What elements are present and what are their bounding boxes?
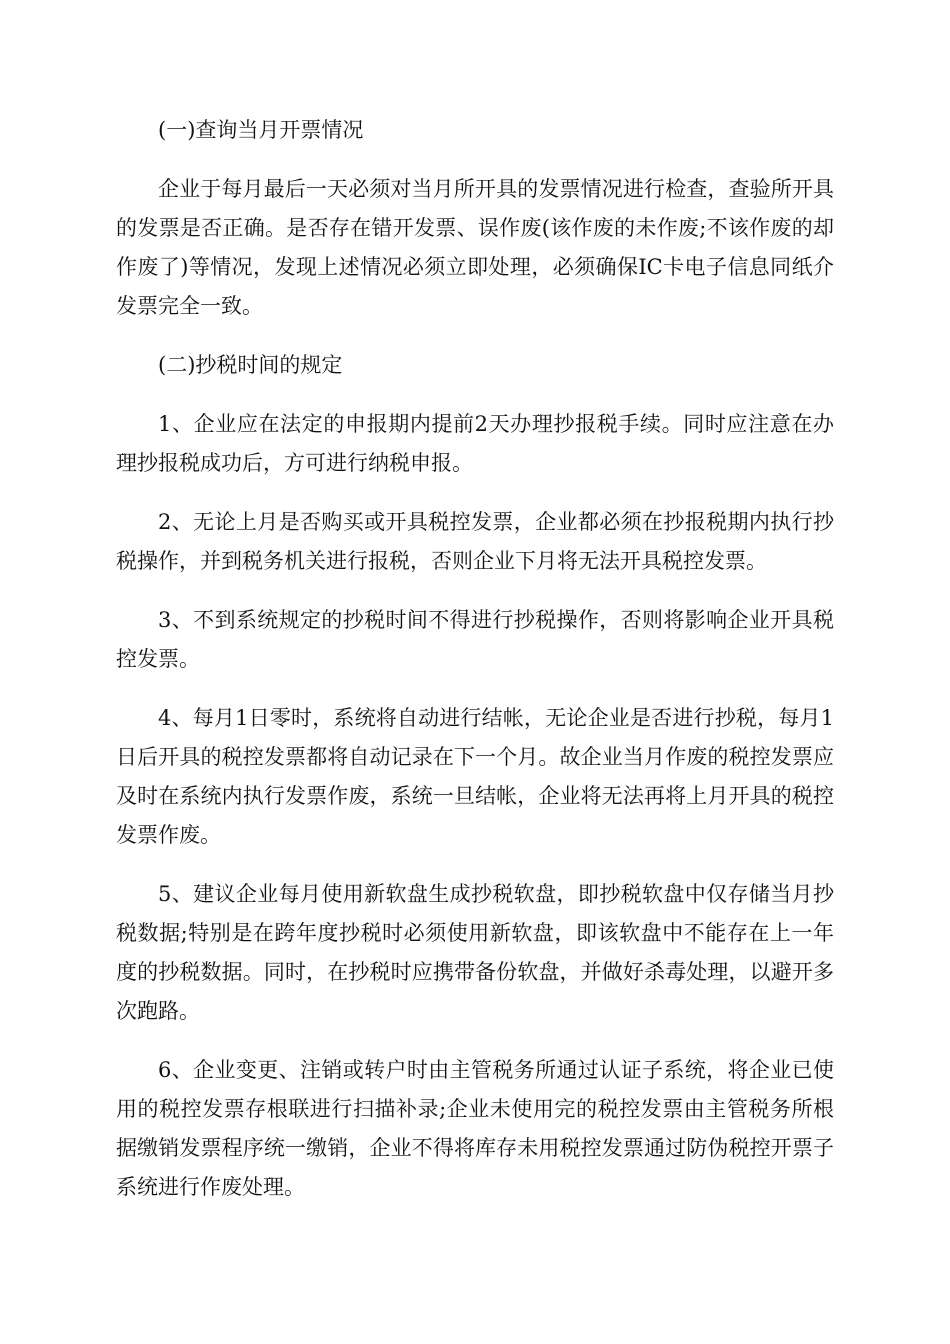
rule-item-2: 2、无论上月是否购买或开具税控发票，企业都必须在抄报税期内执行抄税操作，并到税务机关进行报税，否则企业下月将无法开具税控发票。 [116, 510, 834, 573]
rule-item-1: 1、企业应在法定的申报期内提前2天办理抄报税手续。同时应注意在办理抄报税成功后，方可进行纳税申报。 [116, 412, 834, 475]
document-body [116, 111, 834, 1227]
section-1-heading: (一)查询当月开票情况 [158, 118, 364, 142]
section-2-heading: (二)抄税时间的规定 [158, 353, 343, 377]
rule-item-4: 4、每月1日零时，系统将自动进行结帐，无论企业是否进行抄税，每月1日后开具的税控发票都将自动记录在下一个月。故企业当月作废的税控发票应及时在系统内执行发票作废，系统一旦结帐，企业将无法再将上月开具的税控发票作废。 [116, 706, 834, 847]
section-1-paragraph: 企业于每月最后一天必须对当月所开具的发票情况进行检查，查验所开具的发票是否正确。是否存在错开发票、误作废(该作废的未作废;不该作废的却作废了)等情况，发现上述情况必须立即处理，必须确保IC卡电子信息同纸介发票完全一致。 [116, 177, 834, 318]
rule-item-3: 3、不到系统规定的抄税时间不得进行抄税操作，否则将影响企业开具税控发票。 [116, 608, 834, 671]
rule-item-5: 5、建议企业每月使用新软盘生成抄税软盘，即抄税软盘中仅存储当月抄税数据;特别是在跨年度抄税时必须使用新软盘，即该软盘中不能存在上一年度的抄税数据。同时，在抄税时应携带备份软盘，并做好杀毒处理，以避开多次跑路。 [116, 882, 834, 1023]
rule-item-6: 6、企业变更、注销或转户时由主管税务所通过认证子系统，将企业已使用的税控发票存根联进行扫描补录;企业未使用完的税控发票由主管税务所根据缴销发票程序统一缴销，企业不得将库存未用税控发票通过防伪税控开票子系统进行作废处理。 [116, 1058, 834, 1199]
